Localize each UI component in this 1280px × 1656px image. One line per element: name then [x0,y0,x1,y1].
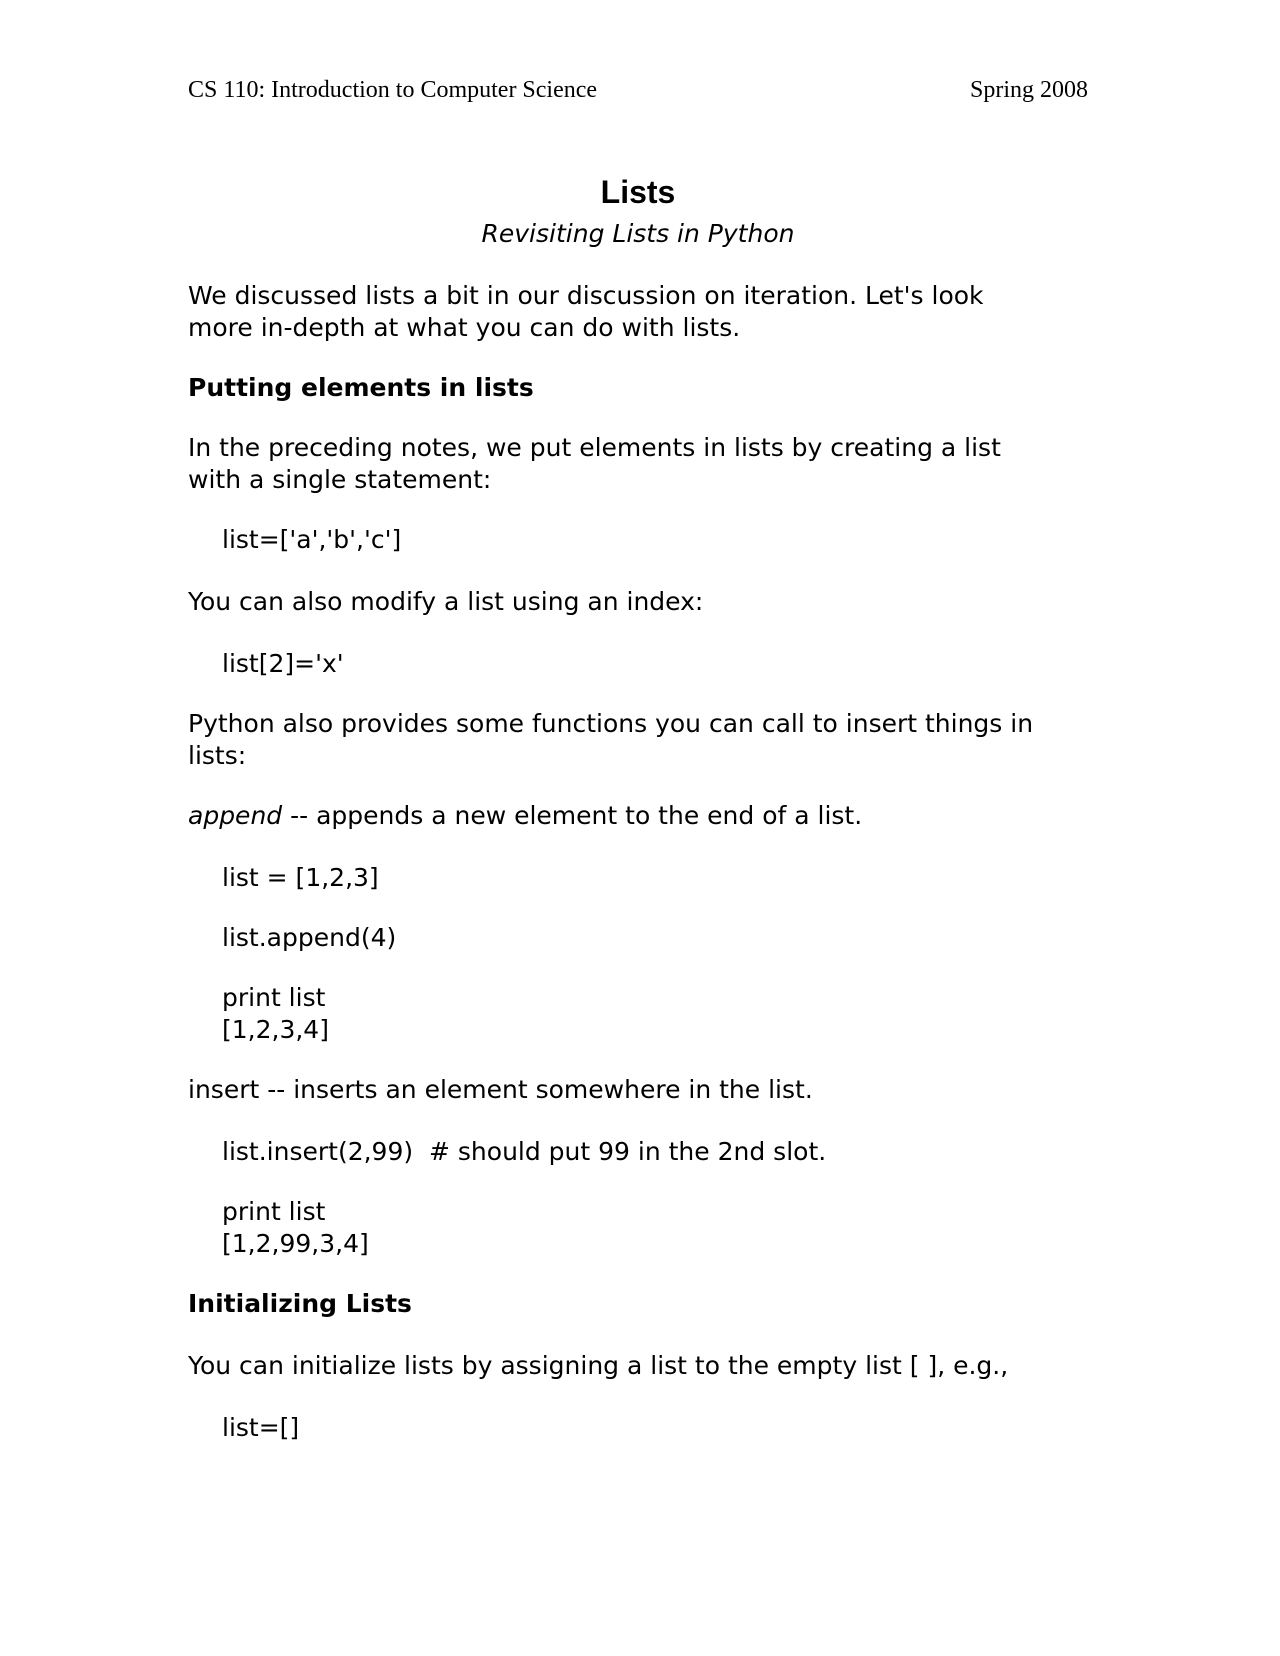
paragraph-modify-index: You can also modify a list using an index: [188,587,704,616]
insert-description: insert -- inserts an element somewhere in the list. [188,1075,813,1104]
code-print-after-append: print list [1,2,3,4] [222,983,329,1044]
page-header [188,74,1088,106]
code-print-after-insert: print list [1,2,99,3,4] [222,1197,369,1258]
append-text: -- appends a new element to the end of a list. [282,801,863,830]
paragraph-functions: Python also provides some functions you can call to insert things in lists: [188,709,1034,770]
section-heading-putting-elements: Putting elements in lists [188,373,534,402]
section-heading-initializing: Initializing Lists [188,1289,412,1318]
paragraph-preceding-notes: In the preceding notes, we put elements in lists by creating a list with a single statement: [188,433,1001,494]
code-empty-list: list=[] [222,1413,300,1442]
append-description [188,800,1088,832]
course-title: CS 110: Introduction to Computer Science [188,77,598,103]
code-list-literal: list=['a','b','c'] [222,525,402,554]
append-term: append [188,801,283,830]
code-list-init: list = [1,2,3] [222,863,379,892]
intro-paragraph: We discussed lists a bit in our discussion on iteration. Let's look more in-depth at what you can do with lists. [188,281,984,342]
page-subtitle: Revisiting Lists in Python [481,219,795,248]
term-label: Spring 2008 [969,77,1088,103]
code-append-call: list.append(4) [222,923,397,952]
page-title: Lists [600,174,676,210]
code-index-assign: list[2]='x' [222,649,344,678]
paragraph-initialize: You can initialize lists by assigning a list to the empty list [ ], e.g., [188,1351,1009,1380]
code-insert-call: list.insert(2,99) # should put 99 in the 2nd slot. [222,1137,827,1166]
